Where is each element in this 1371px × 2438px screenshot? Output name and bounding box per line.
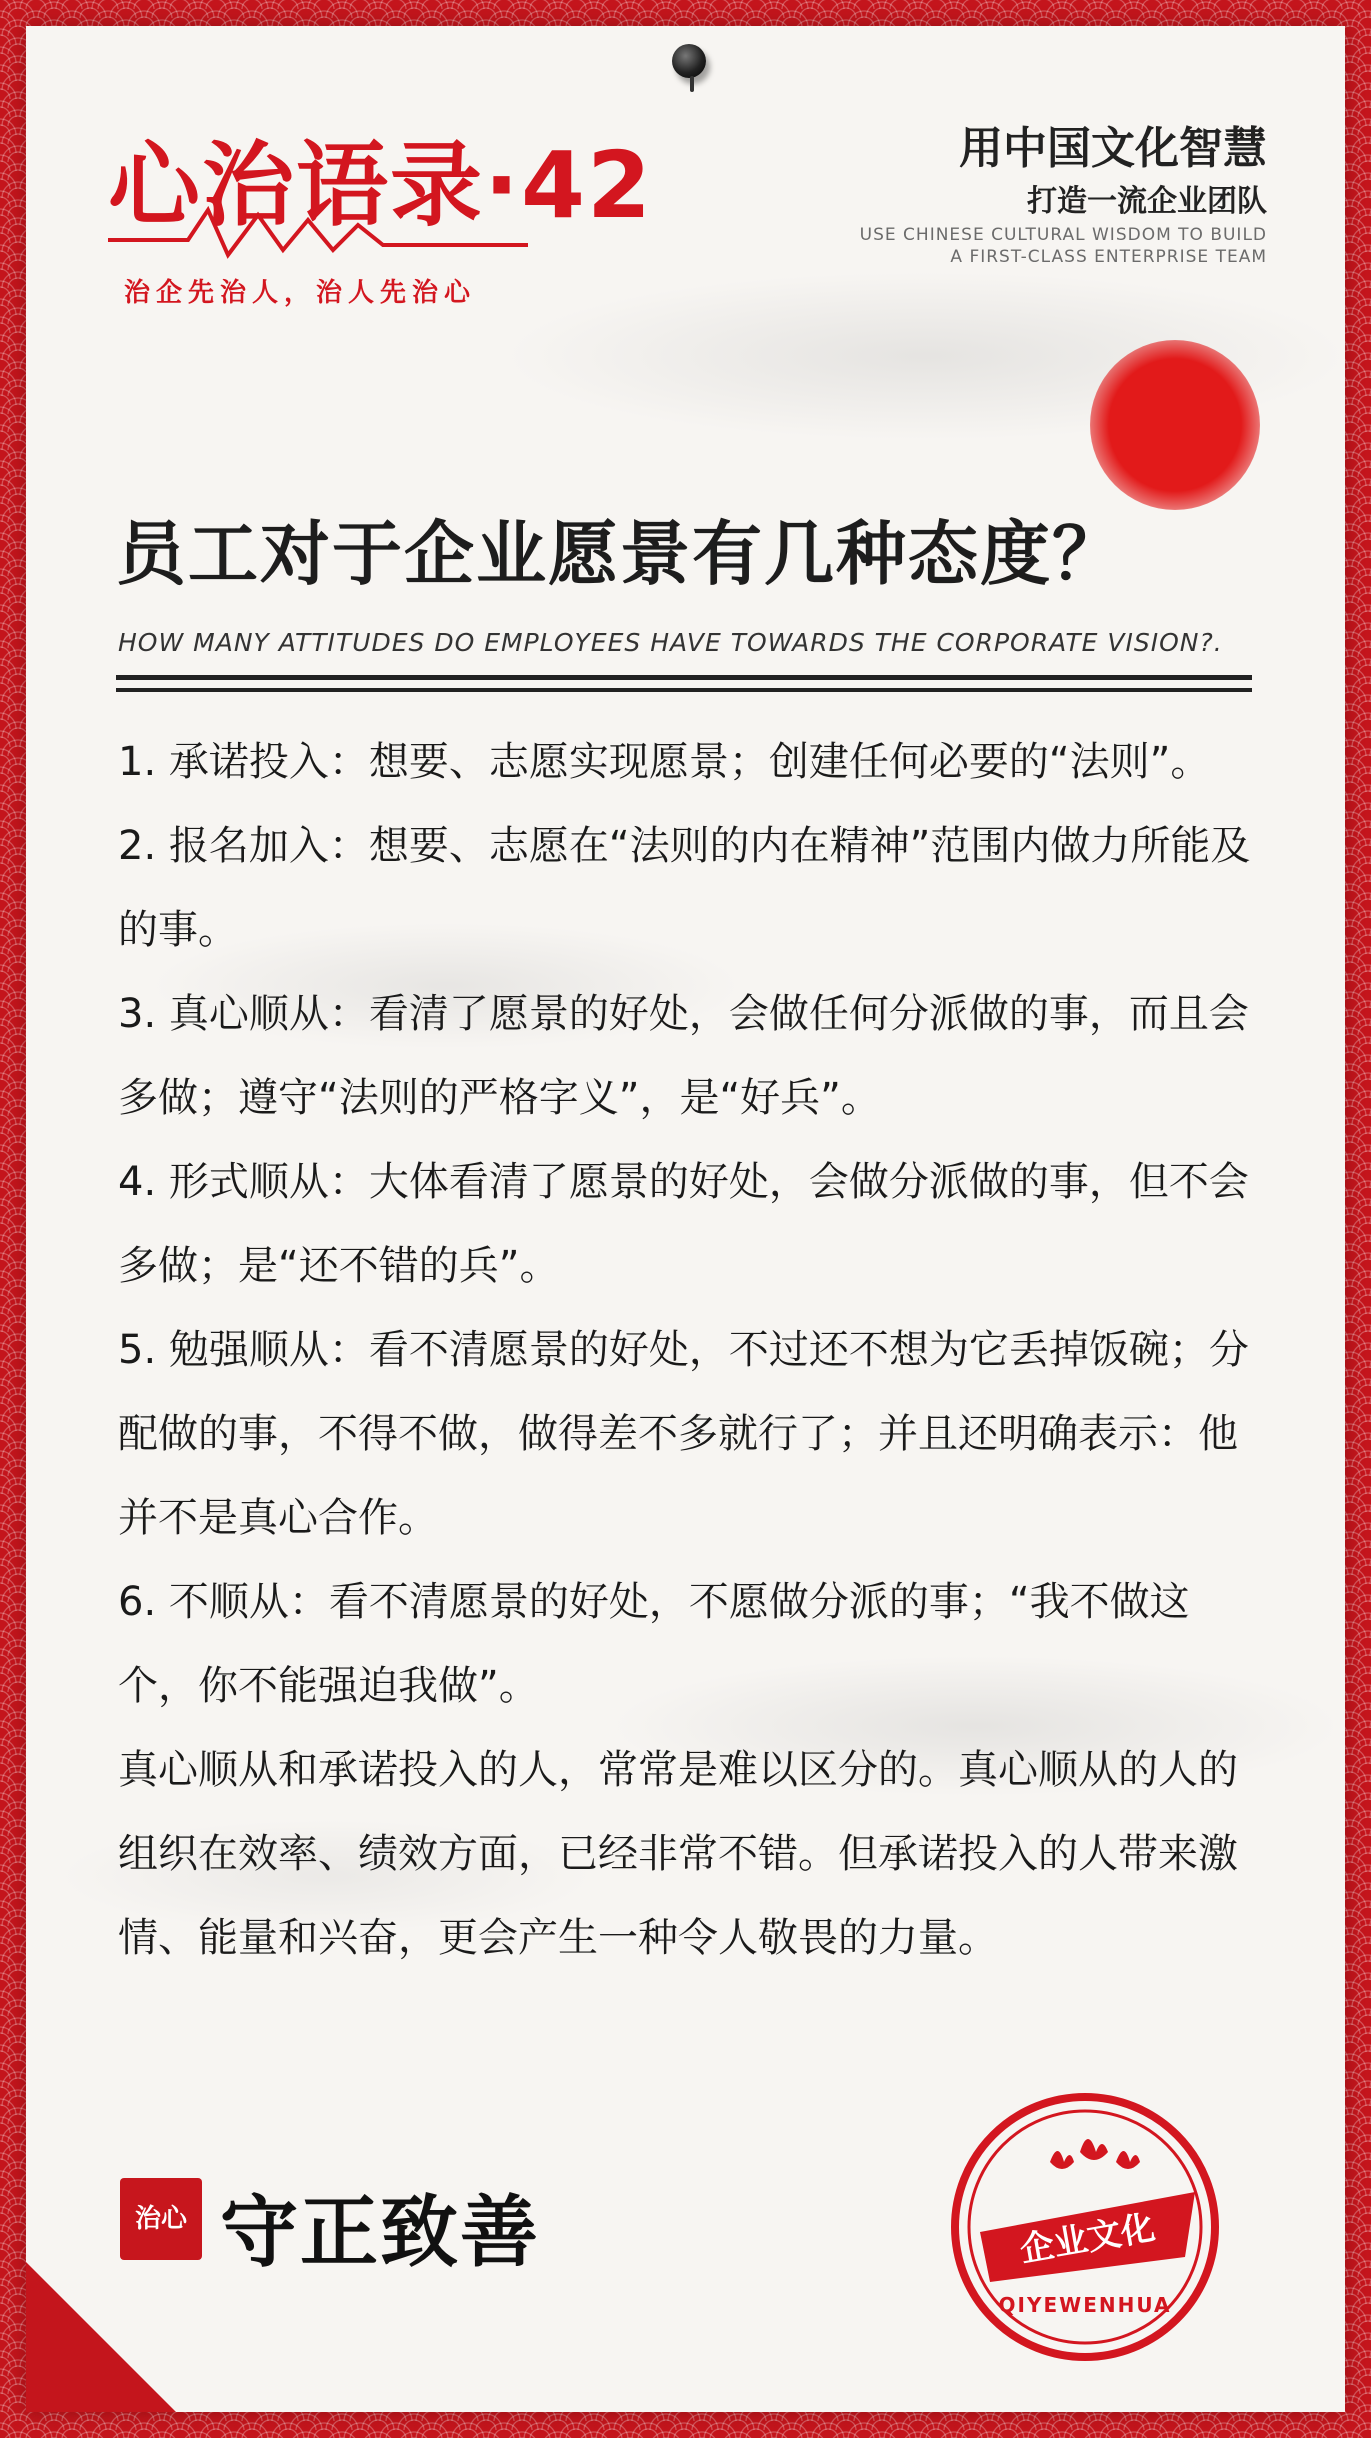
- series-logo-title: 心治语录·42: [108, 132, 653, 239]
- logo-slogan: 治企先治人，治人先治心: [124, 278, 477, 308]
- brand-seal-logo: 治心: [120, 2178, 202, 2260]
- heartbeat-line-icon: [108, 200, 528, 260]
- folded-corner: [26, 2262, 176, 2412]
- article-body: [118, 720, 1268, 1980]
- header-english-line: A FIRST-CLASS ENTERPRISE TEAM: [950, 247, 1267, 267]
- flame-icon: [1050, 2139, 1140, 2169]
- body-paragraph: 5. 勉强顺从：看不清愿景的好处，不过还不想为它丢掉饭碗；分配做的事，不得不做，做得差不多就行了；并且还明确表示：他并不是真心合作。: [118, 1327, 1249, 1541]
- push-pin-stem: [690, 76, 694, 92]
- stamp-text-cn: 企业文化: [1017, 2207, 1158, 2271]
- stamp-text-en: QIYEWENHUA: [998, 2293, 1172, 2317]
- header-tagline-sub: 打造一流企业团队: [1027, 184, 1267, 219]
- header-tagline-english: [860, 224, 1267, 268]
- corporate-culture-stamp: [940, 2082, 1230, 2372]
- body-paragraph: 6. 不顺从：看不清愿景的好处，不愿做分派的事；“我不做这个，你不能强迫我做”。: [118, 1579, 1190, 1709]
- brand-name: 守正致善: [220, 2188, 541, 2278]
- red-sun-decoration: [1090, 340, 1260, 510]
- body-paragraph: 4. 形式顺从：大体看清了愿景的好处，会做分派做的事，但不会多做；是“还不错的兵”。: [118, 1159, 1249, 1289]
- title-divider: [116, 675, 1252, 680]
- header-tagline-main: 用中国文化智慧: [959, 123, 1267, 174]
- body-paragraph: 2. 报名加入：想要、志愿在“法则的内在精神”范围内做力所能及的事。: [118, 823, 1251, 953]
- body-paragraph: 3. 真心顺从：看清了愿景的好处，会做任何分派做的事，而且会多做；遵守“法则的严格字义”，是“好兵”。: [118, 991, 1249, 1121]
- body-paragraph: 真心顺从和承诺投入的人，常常是难以区分的。真心顺从的人的组织在效率、绩效方面，已经非常不错。但承诺投入的人带来激情、能量和兴奋，更会产生一种令人敬畏的力量。: [118, 1747, 1238, 1961]
- header-english-line: USE CHINESE CULTURAL WISDOM TO BUILD: [859, 225, 1267, 245]
- article-title: 员工对于企业愿景有几种态度？: [116, 513, 1124, 595]
- body-paragraph: 1. 承诺投入：想要、志愿实现愿景；创建任何必要的“法则”。: [118, 739, 1211, 785]
- title-divider: [116, 688, 1252, 692]
- push-pin-icon: [672, 44, 706, 78]
- article-subtitle-english: HOW MANY ATTITUDES DO EMPLOYEES HAVE TOWARDS THE CORPORATE VISION?.: [118, 628, 1223, 657]
